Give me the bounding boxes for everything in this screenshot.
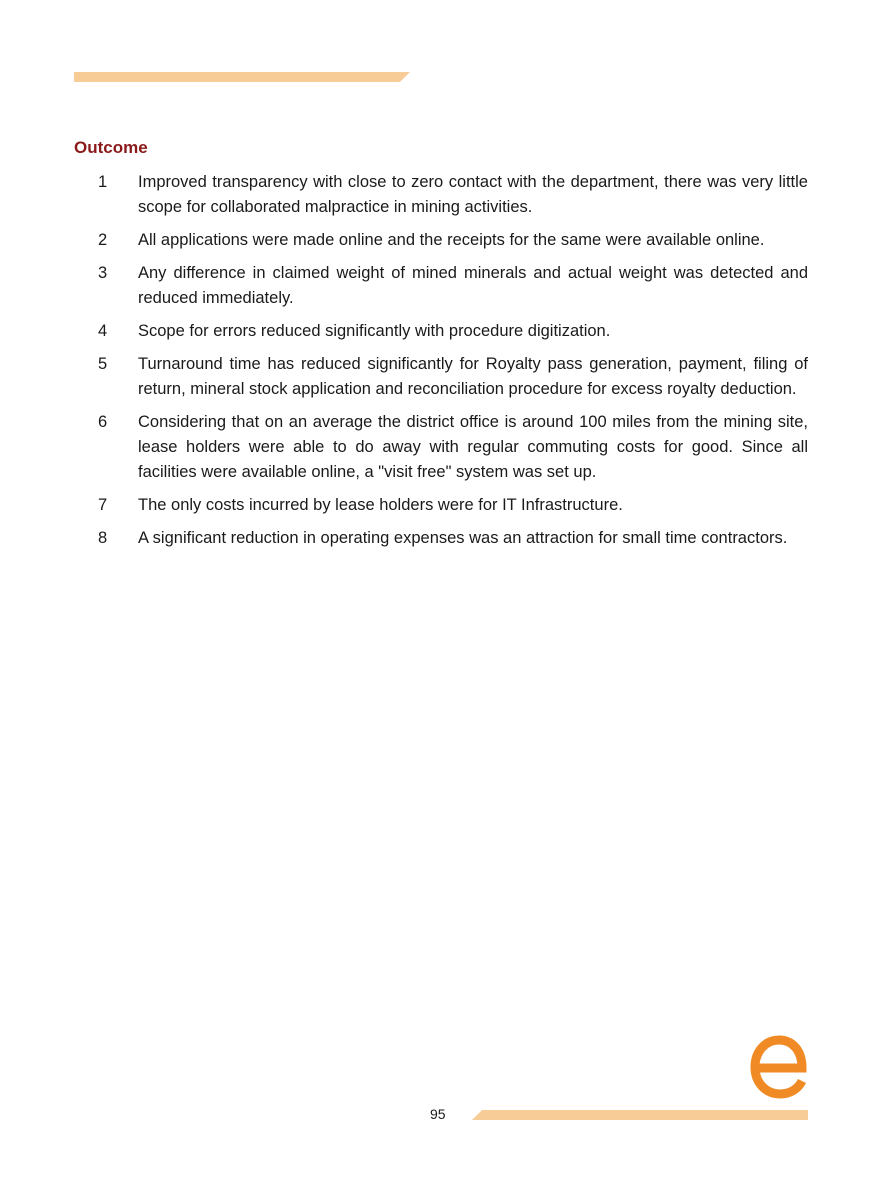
e-logo-icon: [748, 1030, 810, 1100]
item-number: 3: [98, 264, 108, 282]
item-text: Turnaround time has reduced significantly for Royalty pass generation, payment, filing of return, mineral stock application and reconciliation procedure for excess royalty deduction.: [138, 355, 808, 398]
list-item: [74, 228, 808, 253]
list-item: [74, 526, 808, 551]
item-number: 7: [98, 496, 108, 514]
list-item: [74, 410, 808, 485]
item-number: 8: [98, 529, 108, 547]
item-text: Any difference in claimed weight of mined minerals and actual weight was detected and reduced immediately.: [138, 264, 808, 307]
list-item: [74, 493, 808, 518]
item-number: 4: [98, 322, 108, 340]
item-text: Improved transparency with close to zero contact with the department, there was very little scope for collaborated malpractice in mining activities.: [138, 173, 808, 216]
list-item: [74, 261, 808, 311]
outcome-list: [74, 170, 808, 559]
bottom-decorative-bar: [472, 1110, 808, 1120]
item-text: Considering that on an average the district office is around 100 miles from the mining site, lease holders were able to do away with regular commuting costs for good. Since all facilities were available online, a "visit free" system was set up.: [138, 413, 808, 481]
list-item: [74, 319, 808, 344]
item-text: Scope for errors reduced significantly with procedure digitization.: [138, 322, 611, 340]
item-number: 1: [98, 173, 108, 191]
item-number: 2: [98, 231, 108, 249]
list-item: [74, 170, 808, 220]
item-text: A significant reduction in operating expenses was an attraction for small time contractors.: [138, 529, 788, 547]
item-number: 6: [98, 413, 108, 431]
list-item: [74, 352, 808, 402]
top-decorative-bar: [74, 72, 410, 82]
item-text: All applications were made online and the receipts for the same were available online.: [138, 231, 765, 249]
item-number: 5: [98, 355, 108, 373]
page-number: 95: [430, 1106, 446, 1122]
section-heading: Outcome: [74, 138, 148, 157]
item-text: The only costs incurred by lease holders were for IT Infrastructure.: [138, 496, 623, 514]
